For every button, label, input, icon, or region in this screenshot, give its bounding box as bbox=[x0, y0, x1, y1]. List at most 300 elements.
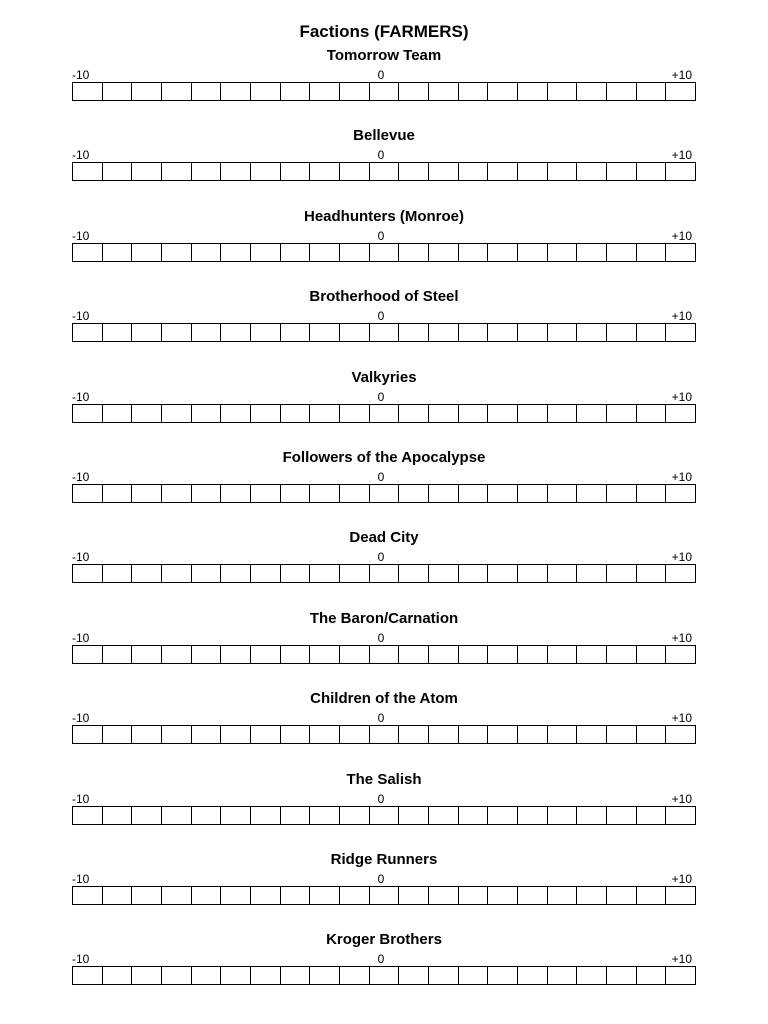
reputation-track bbox=[72, 82, 696, 101]
reputation-box[interactable] bbox=[281, 646, 311, 663]
scale-max-label: +10 bbox=[671, 711, 692, 725]
scale-mid-label: 0 bbox=[377, 309, 385, 323]
reputation-box[interactable] bbox=[637, 324, 667, 341]
reputation-box[interactable] bbox=[370, 967, 400, 984]
reputation-track bbox=[72, 484, 696, 503]
reputation-box[interactable] bbox=[518, 646, 548, 663]
reputation-box[interactable] bbox=[192, 726, 222, 743]
reputation-box[interactable] bbox=[459, 485, 489, 502]
reputation-box[interactable] bbox=[548, 807, 578, 824]
reputation-box[interactable] bbox=[429, 83, 459, 100]
reputation-box[interactable] bbox=[607, 726, 637, 743]
reputation-box[interactable] bbox=[370, 565, 400, 582]
reputation-track bbox=[72, 645, 696, 664]
reputation-box[interactable] bbox=[459, 887, 489, 904]
reputation-box[interactable] bbox=[73, 244, 103, 261]
reputation-box[interactable] bbox=[637, 967, 667, 984]
reputation-box[interactable] bbox=[192, 887, 222, 904]
faction-name: Dead City bbox=[349, 529, 419, 546]
reputation-box[interactable] bbox=[518, 244, 548, 261]
scale-max-label: +10 bbox=[671, 792, 692, 806]
reputation-box[interactable] bbox=[577, 887, 607, 904]
reputation-box[interactable] bbox=[637, 485, 667, 502]
reputation-box[interactable] bbox=[132, 726, 162, 743]
scale-mid-label: 0 bbox=[377, 631, 385, 645]
reputation-box[interactable] bbox=[310, 967, 340, 984]
reputation-box[interactable] bbox=[310, 807, 340, 824]
reputation-box[interactable] bbox=[666, 646, 695, 663]
reputation-track bbox=[72, 243, 696, 262]
reputation-box[interactable] bbox=[577, 565, 607, 582]
reputation-box[interactable] bbox=[103, 887, 133, 904]
reputation-box[interactable] bbox=[281, 807, 311, 824]
reputation-box[interactable] bbox=[459, 967, 489, 984]
reputation-box[interactable] bbox=[459, 244, 489, 261]
reputation-box[interactable] bbox=[162, 887, 192, 904]
reputation-box[interactable] bbox=[221, 83, 251, 100]
reputation-box[interactable] bbox=[310, 646, 340, 663]
scale-mid-label: 0 bbox=[377, 68, 385, 82]
reputation-box[interactable] bbox=[488, 967, 518, 984]
scale-max-label: +10 bbox=[671, 148, 692, 162]
reputation-box[interactable] bbox=[73, 726, 103, 743]
reputation-box[interactable] bbox=[103, 565, 133, 582]
faction-row bbox=[0, 127, 768, 189]
reputation-box[interactable] bbox=[429, 485, 459, 502]
reputation-box[interactable] bbox=[132, 887, 162, 904]
reputation-box[interactable] bbox=[340, 807, 370, 824]
reputation-box[interactable] bbox=[73, 83, 103, 100]
reputation-box[interactable] bbox=[103, 405, 133, 422]
faction-name: Kroger Brothers bbox=[326, 931, 442, 948]
reputation-box[interactable] bbox=[192, 163, 222, 180]
reputation-box[interactable] bbox=[103, 244, 133, 261]
reputation-box[interactable] bbox=[637, 807, 667, 824]
reputation-box[interactable] bbox=[310, 726, 340, 743]
reputation-box[interactable] bbox=[103, 807, 133, 824]
faction-row bbox=[0, 47, 768, 109]
reputation-box[interactable] bbox=[666, 163, 695, 180]
reputation-box[interactable] bbox=[251, 244, 281, 261]
reputation-box[interactable] bbox=[162, 405, 192, 422]
reputation-box[interactable] bbox=[281, 887, 311, 904]
reputation-box[interactable] bbox=[132, 485, 162, 502]
reputation-box[interactable] bbox=[488, 163, 518, 180]
reputation-box[interactable] bbox=[429, 646, 459, 663]
reputation-box[interactable] bbox=[607, 565, 637, 582]
reputation-box[interactable] bbox=[607, 405, 637, 422]
reputation-box[interactable] bbox=[488, 324, 518, 341]
scale-mid-label: 0 bbox=[377, 952, 385, 966]
reputation-box[interactable] bbox=[192, 807, 222, 824]
reputation-box[interactable] bbox=[429, 405, 459, 422]
reputation-box[interactable] bbox=[221, 405, 251, 422]
reputation-box[interactable] bbox=[518, 887, 548, 904]
reputation-box[interactable] bbox=[370, 726, 400, 743]
reputation-box[interactable] bbox=[73, 405, 103, 422]
reputation-box[interactable] bbox=[221, 485, 251, 502]
reputation-box[interactable] bbox=[370, 646, 400, 663]
reputation-box[interactable] bbox=[518, 726, 548, 743]
reputation-box[interactable] bbox=[518, 485, 548, 502]
scale-max-label: +10 bbox=[671, 872, 692, 886]
reputation-box[interactable] bbox=[399, 405, 429, 422]
reputation-box[interactable] bbox=[577, 244, 607, 261]
reputation-box[interactable] bbox=[103, 83, 133, 100]
reputation-box[interactable] bbox=[162, 565, 192, 582]
reputation-box[interactable] bbox=[607, 324, 637, 341]
scale-mid-label: 0 bbox=[377, 550, 385, 564]
reputation-box[interactable] bbox=[192, 967, 222, 984]
reputation-box[interactable] bbox=[577, 163, 607, 180]
reputation-box[interactable] bbox=[518, 807, 548, 824]
reputation-box[interactable] bbox=[370, 807, 400, 824]
reputation-box[interactable] bbox=[73, 565, 103, 582]
scale-min-label: -10 bbox=[72, 631, 90, 645]
reputation-box[interactable] bbox=[488, 485, 518, 502]
reputation-box[interactable] bbox=[73, 807, 103, 824]
reputation-box[interactable] bbox=[518, 83, 548, 100]
scale-min-label: -10 bbox=[72, 229, 90, 243]
scale-max-label: +10 bbox=[671, 550, 692, 564]
reputation-box[interactable] bbox=[281, 565, 311, 582]
reputation-box[interactable] bbox=[370, 405, 400, 422]
reputation-box[interactable] bbox=[310, 163, 340, 180]
reputation-box[interactable] bbox=[399, 163, 429, 180]
reputation-box[interactable] bbox=[192, 324, 222, 341]
reputation-box[interactable] bbox=[132, 83, 162, 100]
reputation-box[interactable] bbox=[666, 485, 695, 502]
scale-min-label: -10 bbox=[72, 711, 90, 725]
faction-row bbox=[0, 449, 768, 511]
reputation-track bbox=[72, 886, 696, 905]
reputation-box[interactable] bbox=[340, 83, 370, 100]
reputation-box[interactable] bbox=[488, 405, 518, 422]
reputation-box[interactable] bbox=[162, 646, 192, 663]
reputation-box[interactable] bbox=[577, 967, 607, 984]
reputation-box[interactable] bbox=[340, 405, 370, 422]
reputation-box[interactable] bbox=[637, 887, 667, 904]
reputation-box[interactable] bbox=[518, 565, 548, 582]
reputation-box[interactable] bbox=[666, 405, 695, 422]
reputation-box[interactable] bbox=[607, 646, 637, 663]
reputation-box[interactable] bbox=[132, 324, 162, 341]
reputation-box[interactable] bbox=[281, 83, 311, 100]
reputation-box[interactable] bbox=[399, 324, 429, 341]
reputation-box[interactable] bbox=[370, 244, 400, 261]
scale-max-label: +10 bbox=[671, 952, 692, 966]
reputation-box[interactable] bbox=[577, 405, 607, 422]
reputation-box[interactable] bbox=[637, 405, 667, 422]
reputation-box[interactable] bbox=[281, 163, 311, 180]
reputation-box[interactable] bbox=[162, 967, 192, 984]
reputation-box[interactable] bbox=[548, 887, 578, 904]
reputation-box[interactable] bbox=[399, 565, 429, 582]
faction-row bbox=[0, 931, 768, 993]
reputation-box[interactable] bbox=[251, 967, 281, 984]
reputation-box[interactable] bbox=[429, 726, 459, 743]
reputation-box[interactable] bbox=[370, 887, 400, 904]
reputation-box[interactable] bbox=[73, 485, 103, 502]
reputation-box[interactable] bbox=[548, 726, 578, 743]
scale-min-label: -10 bbox=[72, 872, 90, 886]
faction-row bbox=[0, 369, 768, 431]
reputation-box[interactable] bbox=[73, 324, 103, 341]
faction-name: Bellevue bbox=[353, 127, 415, 144]
reputation-box[interactable] bbox=[666, 565, 695, 582]
reputation-box[interactable] bbox=[548, 244, 578, 261]
reputation-track bbox=[72, 404, 696, 423]
reputation-box[interactable] bbox=[221, 807, 251, 824]
reputation-box[interactable] bbox=[607, 83, 637, 100]
reputation-box[interactable] bbox=[310, 485, 340, 502]
reputation-box[interactable] bbox=[518, 163, 548, 180]
reputation-box[interactable] bbox=[666, 887, 695, 904]
reputation-box[interactable] bbox=[518, 405, 548, 422]
reputation-track bbox=[72, 162, 696, 181]
reputation-box[interactable] bbox=[459, 726, 489, 743]
reputation-box[interactable] bbox=[399, 244, 429, 261]
reputation-box[interactable] bbox=[221, 324, 251, 341]
reputation-box[interactable] bbox=[251, 565, 281, 582]
reputation-box[interactable] bbox=[73, 887, 103, 904]
faction-row bbox=[0, 771, 768, 833]
reputation-box[interactable] bbox=[488, 244, 518, 261]
reputation-box[interactable] bbox=[221, 726, 251, 743]
scale-min-label: -10 bbox=[72, 148, 90, 162]
reputation-box[interactable] bbox=[637, 244, 667, 261]
reputation-box[interactable] bbox=[192, 646, 222, 663]
reputation-box[interactable] bbox=[459, 405, 489, 422]
reputation-box[interactable] bbox=[73, 163, 103, 180]
reputation-box[interactable] bbox=[132, 967, 162, 984]
reputation-box[interactable] bbox=[370, 485, 400, 502]
reputation-box[interactable] bbox=[577, 485, 607, 502]
reputation-box[interactable] bbox=[281, 726, 311, 743]
reputation-box[interactable] bbox=[251, 405, 281, 422]
reputation-box[interactable] bbox=[429, 163, 459, 180]
reputation-box[interactable] bbox=[637, 83, 667, 100]
reputation-box[interactable] bbox=[607, 485, 637, 502]
reputation-box[interactable] bbox=[281, 324, 311, 341]
reputation-box[interactable] bbox=[607, 887, 637, 904]
reputation-box[interactable] bbox=[429, 244, 459, 261]
reputation-box[interactable] bbox=[548, 565, 578, 582]
reputation-box[interactable] bbox=[192, 565, 222, 582]
reputation-box[interactable] bbox=[548, 967, 578, 984]
reputation-box[interactable] bbox=[340, 244, 370, 261]
reputation-box[interactable] bbox=[548, 163, 578, 180]
reputation-box[interactable] bbox=[637, 726, 667, 743]
reputation-box[interactable] bbox=[459, 646, 489, 663]
reputation-box[interactable] bbox=[73, 967, 103, 984]
reputation-box[interactable] bbox=[399, 807, 429, 824]
reputation-track bbox=[72, 323, 696, 342]
reputation-box[interactable] bbox=[459, 163, 489, 180]
reputation-box[interactable] bbox=[518, 967, 548, 984]
faction-name: Ridge Runners bbox=[330, 851, 438, 868]
faction-name: Brotherhood of Steel bbox=[309, 288, 459, 305]
reputation-box[interactable] bbox=[370, 163, 400, 180]
reputation-box[interactable] bbox=[132, 807, 162, 824]
reputation-box[interactable] bbox=[192, 405, 222, 422]
reputation-box[interactable] bbox=[251, 324, 281, 341]
reputation-box[interactable] bbox=[221, 967, 251, 984]
reputation-box[interactable] bbox=[429, 807, 459, 824]
reputation-box[interactable] bbox=[162, 807, 192, 824]
reputation-box[interactable] bbox=[607, 807, 637, 824]
reputation-box[interactable] bbox=[281, 244, 311, 261]
scale-min-label: -10 bbox=[72, 952, 90, 966]
reputation-box[interactable] bbox=[132, 405, 162, 422]
reputation-box[interactable] bbox=[103, 646, 133, 663]
reputation-box[interactable] bbox=[577, 324, 607, 341]
reputation-box[interactable] bbox=[310, 887, 340, 904]
reputation-box[interactable] bbox=[251, 726, 281, 743]
reputation-box[interactable] bbox=[607, 163, 637, 180]
scale-mid-label: 0 bbox=[377, 390, 385, 404]
reputation-track bbox=[72, 725, 696, 744]
faction-row bbox=[0, 610, 768, 672]
reputation-box[interactable] bbox=[607, 967, 637, 984]
reputation-box[interactable] bbox=[666, 83, 695, 100]
reputation-box[interactable] bbox=[666, 244, 695, 261]
reputation-box[interactable] bbox=[459, 324, 489, 341]
scale-min-label: -10 bbox=[72, 68, 90, 82]
reputation-box[interactable] bbox=[221, 565, 251, 582]
reputation-box[interactable] bbox=[607, 244, 637, 261]
reputation-box[interactable] bbox=[399, 485, 429, 502]
reputation-box[interactable] bbox=[548, 646, 578, 663]
reputation-box[interactable] bbox=[132, 244, 162, 261]
reputation-box[interactable] bbox=[399, 646, 429, 663]
reputation-box[interactable] bbox=[637, 646, 667, 663]
scale-max-label: +10 bbox=[671, 390, 692, 404]
reputation-box[interactable] bbox=[251, 807, 281, 824]
scale-max-label: +10 bbox=[671, 68, 692, 82]
reputation-box[interactable] bbox=[340, 324, 370, 341]
reputation-box[interactable] bbox=[637, 565, 667, 582]
reputation-box[interactable] bbox=[548, 485, 578, 502]
reputation-box[interactable] bbox=[399, 967, 429, 984]
reputation-box[interactable] bbox=[459, 565, 489, 582]
reputation-box[interactable] bbox=[281, 405, 311, 422]
reputation-box[interactable] bbox=[310, 244, 340, 261]
reputation-box[interactable] bbox=[281, 485, 311, 502]
reputation-box[interactable] bbox=[310, 405, 340, 422]
reputation-box[interactable] bbox=[221, 887, 251, 904]
reputation-box[interactable] bbox=[221, 244, 251, 261]
reputation-box[interactable] bbox=[399, 726, 429, 743]
reputation-box[interactable] bbox=[310, 565, 340, 582]
faction-row bbox=[0, 208, 768, 270]
reputation-box[interactable] bbox=[162, 485, 192, 502]
reputation-box[interactable] bbox=[488, 83, 518, 100]
reputation-box[interactable] bbox=[103, 967, 133, 984]
reputation-box[interactable] bbox=[577, 83, 607, 100]
reputation-box[interactable] bbox=[666, 726, 695, 743]
reputation-box[interactable] bbox=[340, 646, 370, 663]
reputation-box[interactable] bbox=[666, 967, 695, 984]
reputation-box[interactable] bbox=[103, 163, 133, 180]
reputation-box[interactable] bbox=[162, 163, 192, 180]
reputation-box[interactable] bbox=[577, 807, 607, 824]
reputation-box[interactable] bbox=[103, 726, 133, 743]
reputation-box[interactable] bbox=[429, 887, 459, 904]
reputation-box[interactable] bbox=[399, 83, 429, 100]
reputation-box[interactable] bbox=[429, 324, 459, 341]
reputation-box[interactable] bbox=[132, 565, 162, 582]
scale-max-label: +10 bbox=[671, 631, 692, 645]
reputation-box[interactable] bbox=[192, 83, 222, 100]
reputation-box[interactable] bbox=[340, 887, 370, 904]
reputation-box[interactable] bbox=[666, 324, 695, 341]
reputation-box[interactable] bbox=[577, 646, 607, 663]
reputation-box[interactable] bbox=[577, 726, 607, 743]
reputation-box[interactable] bbox=[459, 807, 489, 824]
reputation-box[interactable] bbox=[73, 646, 103, 663]
reputation-box[interactable] bbox=[162, 726, 192, 743]
reputation-box[interactable] bbox=[488, 726, 518, 743]
reputation-box[interactable] bbox=[429, 967, 459, 984]
reputation-box[interactable] bbox=[251, 887, 281, 904]
reputation-box[interactable] bbox=[251, 646, 281, 663]
reputation-box[interactable] bbox=[518, 324, 548, 341]
reputation-box[interactable] bbox=[310, 83, 340, 100]
reputation-box[interactable] bbox=[488, 646, 518, 663]
reputation-box[interactable] bbox=[221, 163, 251, 180]
reputation-box[interactable] bbox=[488, 565, 518, 582]
reputation-box[interactable] bbox=[488, 807, 518, 824]
reputation-box[interactable] bbox=[637, 163, 667, 180]
faction-name: Headhunters (Monroe) bbox=[303, 208, 464, 225]
reputation-box[interactable] bbox=[459, 83, 489, 100]
reputation-box[interactable] bbox=[162, 324, 192, 341]
reputation-box[interactable] bbox=[221, 646, 251, 663]
reputation-box[interactable] bbox=[548, 405, 578, 422]
reputation-box[interactable] bbox=[399, 887, 429, 904]
reputation-box[interactable] bbox=[666, 807, 695, 824]
faction-row bbox=[0, 690, 768, 752]
reputation-box[interactable] bbox=[103, 324, 133, 341]
reputation-box[interactable] bbox=[162, 244, 192, 261]
reputation-box[interactable] bbox=[548, 83, 578, 100]
reputation-box[interactable] bbox=[251, 83, 281, 100]
reputation-box[interactable] bbox=[162, 83, 192, 100]
reputation-box[interactable] bbox=[370, 83, 400, 100]
reputation-box[interactable] bbox=[340, 967, 370, 984]
reputation-box[interactable] bbox=[132, 163, 162, 180]
reputation-box[interactable] bbox=[340, 565, 370, 582]
reputation-box[interactable] bbox=[310, 324, 340, 341]
reputation-box[interactable] bbox=[251, 485, 281, 502]
reputation-box[interactable] bbox=[370, 324, 400, 341]
reputation-box[interactable] bbox=[340, 163, 370, 180]
reputation-box[interactable] bbox=[548, 324, 578, 341]
reputation-box[interactable] bbox=[192, 244, 222, 261]
reputation-box[interactable] bbox=[340, 485, 370, 502]
reputation-box[interactable] bbox=[132, 646, 162, 663]
faction-name: Tomorrow Team bbox=[326, 47, 442, 64]
reputation-box[interactable] bbox=[429, 565, 459, 582]
scale-mid-label: 0 bbox=[377, 148, 385, 162]
reputation-box[interactable] bbox=[281, 967, 311, 984]
reputation-box[interactable] bbox=[488, 887, 518, 904]
reputation-box[interactable] bbox=[192, 485, 222, 502]
reputation-box[interactable] bbox=[103, 485, 133, 502]
reputation-box[interactable] bbox=[340, 726, 370, 743]
reputation-box[interactable] bbox=[251, 163, 281, 180]
